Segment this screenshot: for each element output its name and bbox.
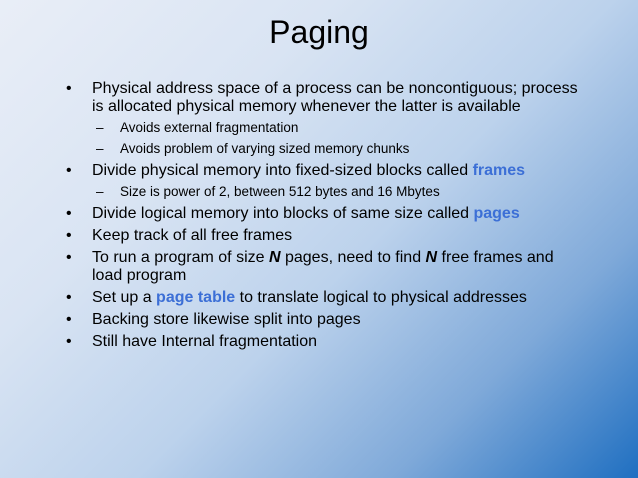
bullet-text-before: Set up a (92, 289, 157, 306)
sub-bullet-text: Avoids problem of varying sized memory chunks (120, 141, 410, 156)
highlight-pages: pages (473, 205, 520, 222)
variable-n: N (268, 249, 281, 266)
bullet-text-a: To run a program of size (92, 249, 269, 266)
slide-title: Paging (269, 14, 369, 50)
sub-bullet-marker: – (96, 141, 104, 156)
sub-bullet-text: Size is power of 2, between 512 bytes and 16 Mbytes (120, 184, 440, 199)
bullet-marker: • (66, 162, 72, 179)
bullet-8 (64, 333, 584, 351)
bullet-marker: • (66, 227, 72, 244)
sub-bullet-1-2 (64, 141, 584, 157)
sub-bullet-text: Avoids external fragmentation (120, 120, 299, 135)
bullet-text-b: pages, need to find (280, 249, 426, 266)
highlight-page-table: page table (156, 289, 236, 306)
sub-bullet-1-1 (64, 120, 584, 136)
sub-bullet-marker: – (96, 184, 104, 199)
bullet-text: Physical address space of a process can be noncontiguous; process is allocated physical memory whenever the latter is available (92, 80, 578, 115)
bullet-text-after: to translate logical to physical addresses (235, 289, 527, 306)
variable-n: N (425, 249, 438, 266)
sub-bullet-2-1 (64, 184, 584, 200)
bullet-text: Divide physical memory into fixed-sized blocks called (92, 162, 473, 179)
bullet-1 (64, 80, 584, 116)
sub-bullet-marker: – (96, 120, 104, 135)
bullet-marker: • (66, 205, 72, 222)
slide-body (64, 80, 584, 355)
highlight-frames: frames (472, 162, 526, 179)
bullet-2 (64, 162, 584, 180)
bullet-3 (64, 205, 584, 223)
bullet-text: Divide logical memory into blocks of same size called (92, 205, 474, 222)
bullet-text: Backing store likewise split into pages (92, 311, 361, 328)
bullet-text: Keep track of all free frames (92, 227, 293, 244)
bullet-7 (64, 311, 584, 329)
bullet-marker: • (66, 333, 72, 350)
bullet-5 (64, 249, 584, 285)
bullet-marker: • (66, 80, 72, 97)
bullet-marker: • (66, 289, 72, 306)
bullet-4 (64, 227, 584, 245)
bullet-marker: • (66, 311, 72, 328)
bullet-6 (64, 289, 584, 307)
bullet-text: Still have Internal fragmentation (92, 333, 318, 350)
bullet-text-c: free frames and load program (92, 249, 554, 284)
bullet-marker: • (66, 249, 72, 266)
